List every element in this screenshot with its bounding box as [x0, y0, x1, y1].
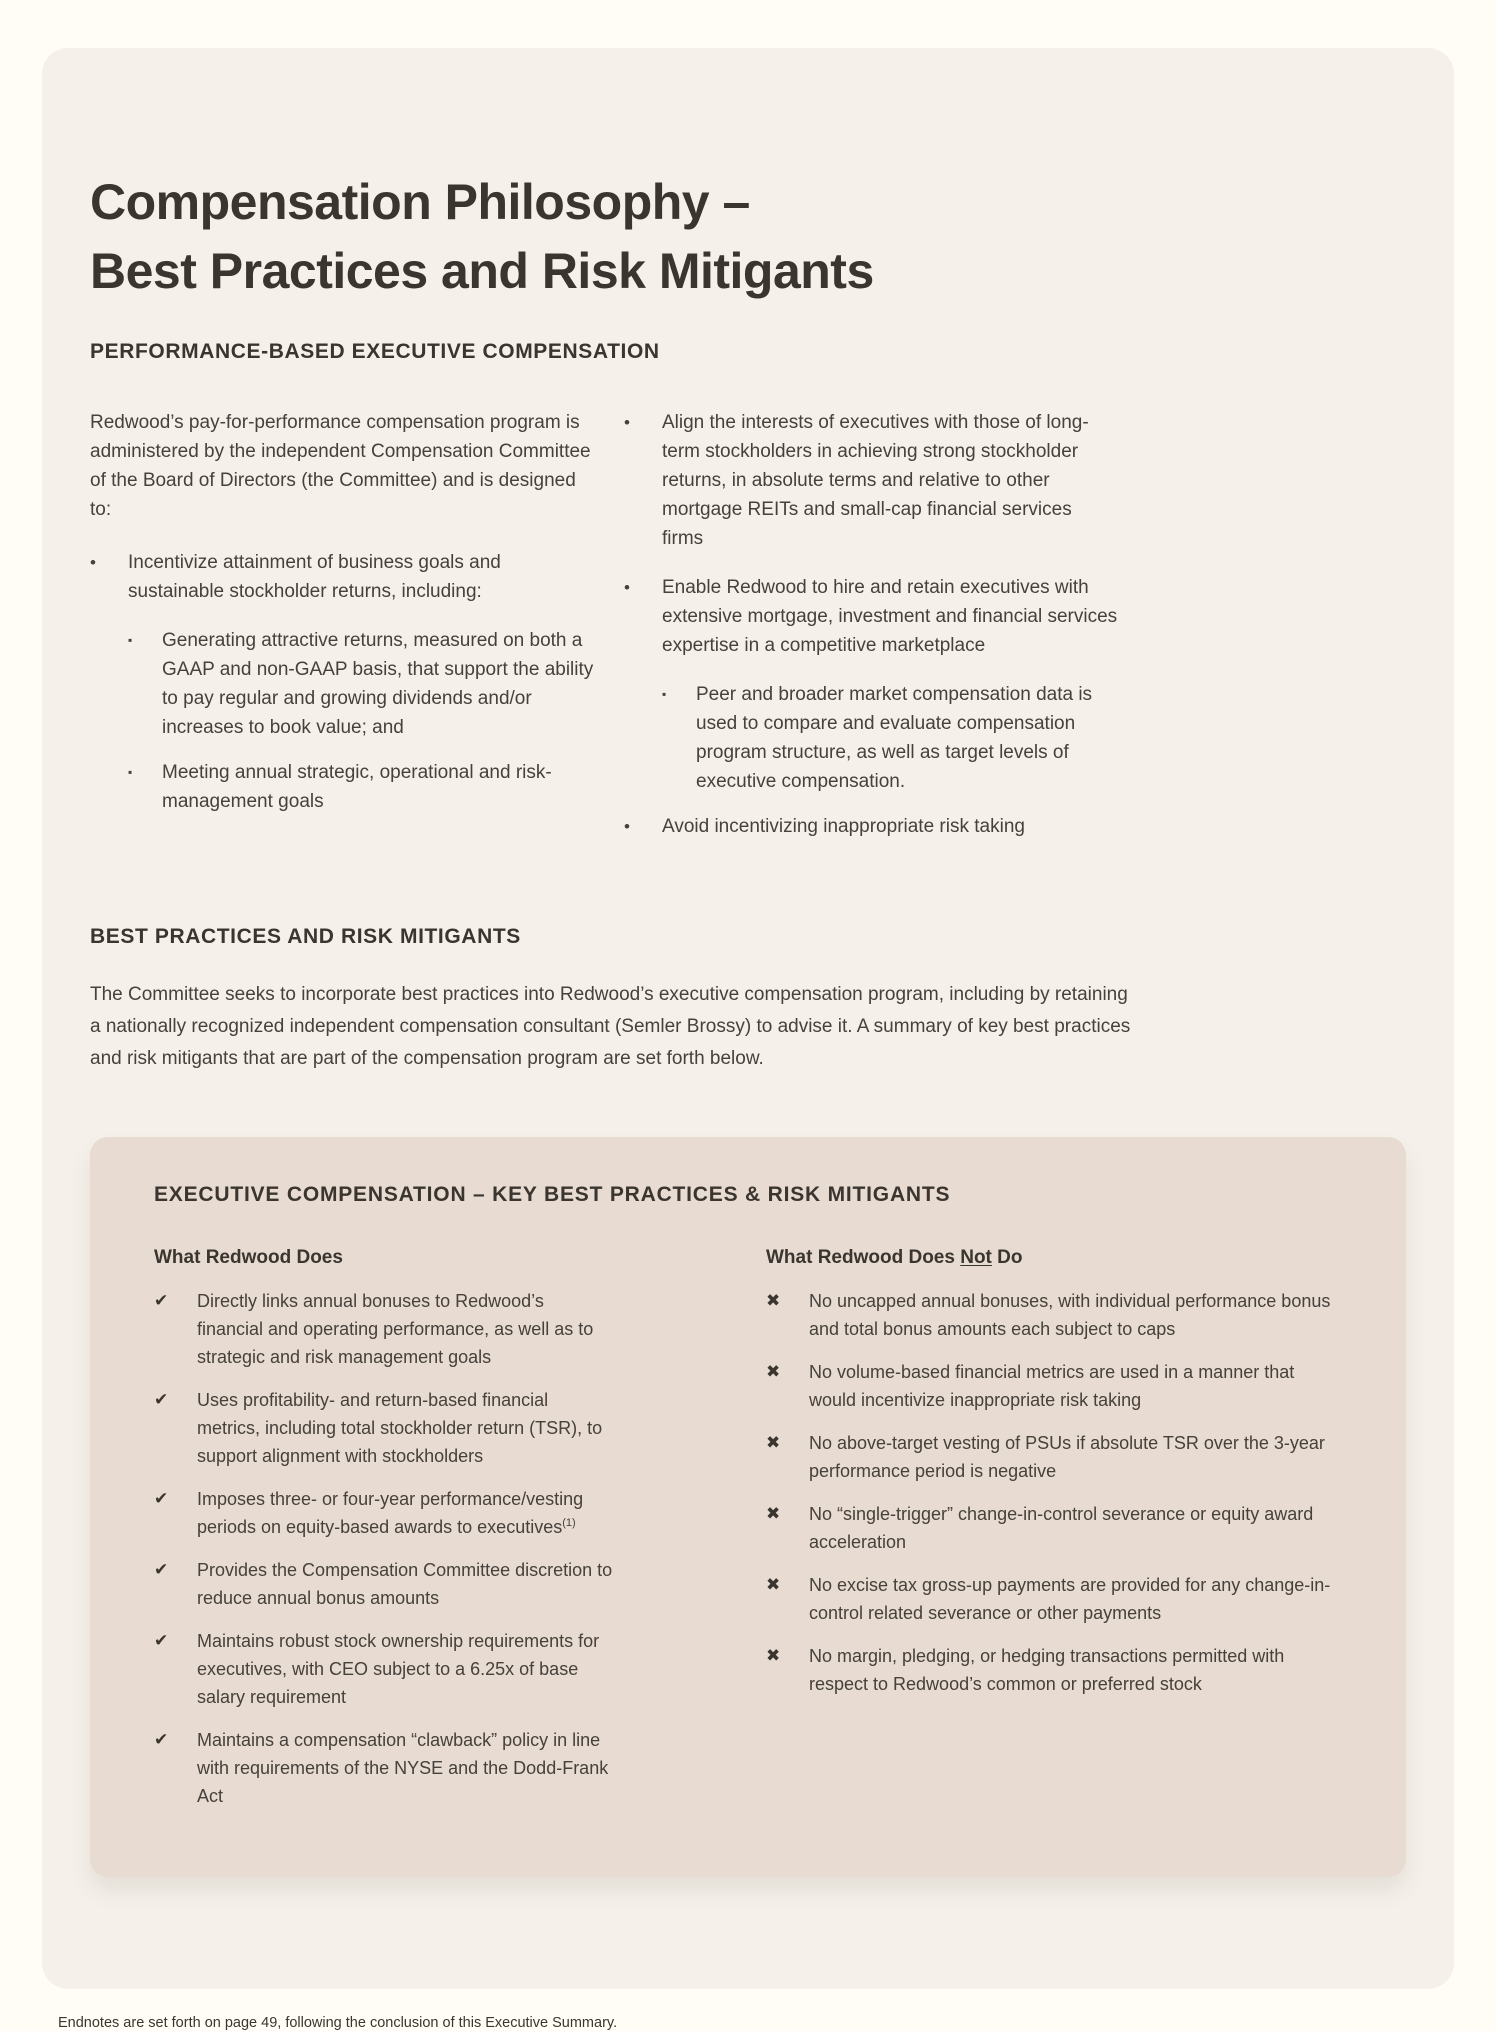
check-icon: ✔	[154, 1291, 169, 1310]
key-practices-box-heading: EXECUTIVE COMPENSATION – KEY BEST PRACTICES & RISK MITIGANTS	[154, 1183, 951, 1206]
practice-item	[154, 1556, 614, 1612]
practice-text: Uses profitability- and return-based financial metrics, including total stockholder return (TSR), to support alignment with stockholders	[197, 1390, 603, 1466]
cross-icon: ✖	[766, 1575, 781, 1594]
key-practices-box	[90, 1137, 1406, 1877]
bullet-item	[624, 408, 1118, 553]
cross-icon: ✖	[766, 1646, 781, 1665]
practice-text: No volume-based financial metrics are used in a manner that would incentivize inappropriate risk taking	[809, 1362, 1295, 1410]
performance-left-column	[90, 408, 598, 861]
practice-text: No excise tax gross-up payments are provided for any change-in-control related severance or other payments	[809, 1575, 1331, 1623]
page-title-line2: Best Practices and Risk Mitigants	[90, 243, 874, 299]
page-card	[42, 48, 1454, 1989]
practice-item	[766, 1429, 1338, 1485]
does-not-column-header	[766, 1247, 1338, 1269]
bullet-text: Align the interests of executives with those of long-term stockholders in achieving strong stockholder returns, in absolute terms and relative to other mortgage REITs and small-cap financial services firms	[662, 412, 1089, 549]
sub-bullet-text: Generating attractive returns, measured on both a GAAP and non-GAAP basis, that support the ability to pay regular and growing dividends and/or increases to book value; and	[162, 630, 594, 738]
bullet-text: Enable Redwood to hire and retain executives with extensive mortgage, investment and financial services expertise in a competitive marketplace	[662, 577, 1118, 656]
section-heading-performance: PERFORMANCE-BASED EXECUTIVE COMPENSATION	[90, 340, 660, 363]
performance-right-column	[624, 408, 1118, 861]
practice-item	[766, 1358, 1338, 1414]
does-not-header-prefix: What Redwood Does	[766, 1247, 961, 1268]
practice-text: Directly links annual bonuses to Redwood’s financial and operating performance, as well as to strategic and risk management goals	[197, 1291, 594, 1367]
practice-item	[154, 1726, 614, 1810]
bullet-item	[90, 548, 598, 606]
performance-columns	[90, 408, 1406, 861]
key-practices-columns	[154, 1247, 1342, 1825]
bullet-icon: •	[90, 553, 96, 572]
bullet-icon: •	[624, 413, 630, 432]
cross-icon: ✖	[766, 1433, 781, 1452]
sub-bullet-text: Meeting annual strategic, operational and risk-management goals	[162, 762, 552, 812]
does-not-column	[766, 1247, 1338, 1825]
page-title-line1: Compensation Philosophy –	[90, 174, 750, 230]
practice-text: Provides the Compensation Committee discretion to reduce annual bonus amounts	[197, 1560, 613, 1608]
cross-icon: ✖	[766, 1504, 781, 1523]
bullet-item	[624, 573, 1118, 660]
bullet-text: Avoid incentivizing inappropriate risk taking	[662, 816, 1025, 837]
practice-item	[154, 1287, 614, 1371]
does-column-header: What Redwood Does	[154, 1247, 343, 1268]
footnote-reference: (1)	[562, 1517, 576, 1529]
practice-text: Maintains a compensation “clawback” policy in line with requirements of the NYSE and the Dodd-Frank Act	[197, 1730, 609, 1806]
performance-left-bullet-list	[90, 548, 598, 816]
cross-icon: ✖	[766, 1291, 781, 1310]
check-icon: ✔	[154, 1631, 169, 1650]
practice-item	[766, 1642, 1338, 1698]
check-icon: ✔	[154, 1560, 169, 1579]
practice-item	[154, 1386, 614, 1470]
sub-bullet-item	[128, 758, 598, 816]
bullet-item	[624, 812, 1118, 841]
check-icon: ✔	[154, 1489, 169, 1508]
practice-text: Maintains robust stock ownership requirements for executives, with CEO subject to a 6.25x of base salary requirement	[197, 1631, 600, 1707]
does-not-header-underlined: Not	[960, 1247, 992, 1268]
practice-text: No uncapped annual bonuses, with individual performance bonus and total bonus amounts each subject to caps	[809, 1291, 1331, 1339]
practice-item	[766, 1287, 1338, 1343]
practice-item	[154, 1485, 614, 1541]
page-title	[90, 168, 1406, 306]
square-bullet-icon: ▪	[662, 687, 667, 701]
practice-item	[154, 1627, 614, 1711]
sub-bullet-item	[662, 680, 1118, 796]
square-bullet-icon: ▪	[128, 633, 133, 647]
practice-text: Imposes three- or four-year performance/vesting periods on equity-based awards to executives$^{(1)}$	[197, 1489, 584, 1537]
check-icon: ✔	[154, 1390, 169, 1409]
sub-bullet-text: Peer and broader market compensation data is used to compare and evaluate compensation program structure, as well as target levels of executive compensation.	[696, 684, 1093, 792]
bullet-icon: •	[624, 578, 630, 597]
practice-item	[766, 1500, 1338, 1556]
performance-intro-paragraph: Redwood’s pay-for-performance compensation program is administered by the independent Compensation Committee of the Board of Directors (the Committee) and is designed to:	[90, 412, 591, 520]
check-icon: ✔	[154, 1730, 169, 1749]
section-heading-best-practices: BEST PRACTICES AND RISK MITIGANTS	[90, 925, 521, 948]
sub-bullet-item	[128, 626, 598, 742]
bullet-text: Incentivize attainment of business goals and sustainable stockholder returns, including:	[128, 552, 501, 602]
practice-text: No above-target vesting of PSUs if absolute TSR over the 3-year performance period is negative	[809, 1433, 1325, 1481]
cross-icon: ✖	[766, 1362, 781, 1381]
square-bullet-icon: ▪	[128, 765, 133, 779]
practice-text: No margin, pledging, or hedging transactions permitted with respect to Redwood’s common or preferred stock	[809, 1646, 1285, 1694]
best-practices-paragraph: The Committee seeks to incorporate best practices into Redwood’s executive compensation program, including by retaining a nationally recognized independent compensation consultant (Semler Brossy) to advise it. A summary of key best practices and risk mitigants that are part of the compensation program are set forth below.	[90, 984, 1131, 1069]
endnote: Endnotes are set forth on page 49, following the conclusion of this Executive Summary.	[58, 2015, 618, 2031]
practice-item	[766, 1571, 1338, 1627]
performance-right-bullet-list	[624, 408, 1118, 841]
practice-text: No “single-trigger” change-in-control severance or equity award acceleration	[809, 1504, 1314, 1552]
does-column	[154, 1247, 614, 1825]
does-not-header-suffix: Do	[991, 1247, 1023, 1268]
does-item-list	[154, 1287, 614, 1810]
does-not-item-list	[766, 1287, 1338, 1698]
bullet-icon: •	[624, 817, 630, 836]
